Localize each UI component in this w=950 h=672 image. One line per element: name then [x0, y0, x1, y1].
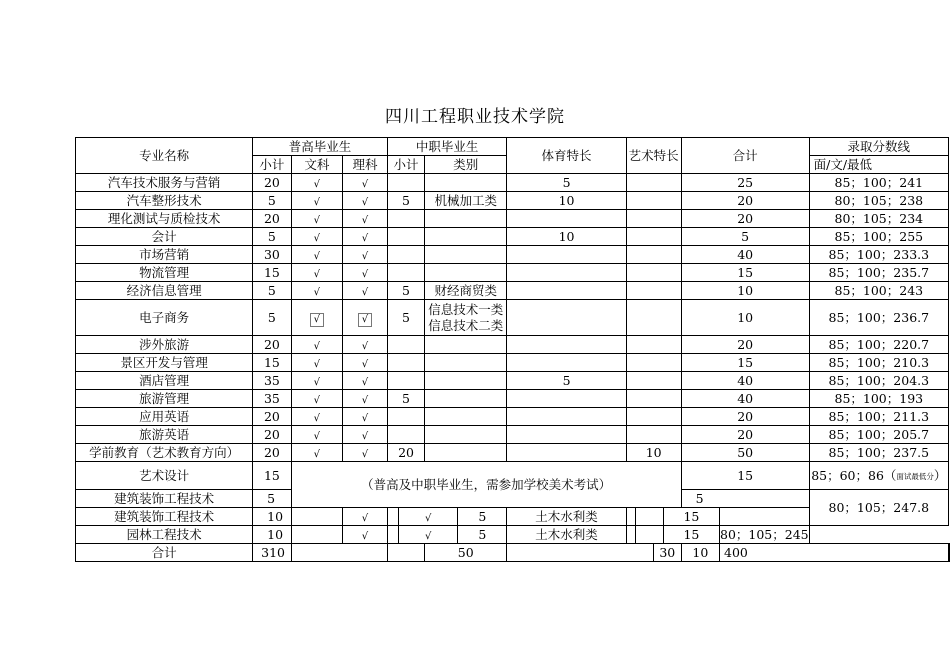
check-cell	[291, 264, 342, 282]
major-name: 应用英语	[76, 408, 253, 426]
check-mark-icon: √	[425, 513, 432, 524]
check-cell	[291, 282, 342, 300]
zz-leibie	[425, 354, 507, 372]
tiyu	[507, 354, 626, 372]
zz-leibie	[425, 372, 507, 390]
heji: 15	[663, 508, 719, 526]
check-cell	[291, 444, 342, 462]
check-mark-icon: √	[425, 531, 432, 542]
check-cell	[342, 372, 387, 390]
heji: 15	[681, 462, 809, 490]
table-row	[76, 372, 950, 390]
pg-xiaoji: 10	[253, 526, 292, 544]
check-cell	[342, 526, 387, 544]
check-mark-icon: √	[313, 197, 320, 208]
check-mark-icon: √	[361, 287, 369, 298]
check-cell	[342, 246, 387, 264]
table-row	[76, 246, 950, 264]
heji: 10	[681, 300, 809, 336]
check-cell	[342, 300, 387, 336]
header-luqu-sub: 面/文/最低	[809, 156, 948, 174]
check-cell	[291, 300, 342, 336]
table-row	[76, 526, 950, 544]
luqu-score: 85；100；204.3	[809, 372, 948, 390]
major-name: 会计	[76, 228, 253, 246]
blank	[636, 508, 663, 526]
tiyu	[507, 408, 626, 426]
header-yishu: 艺术特长	[626, 138, 681, 174]
yishu	[626, 282, 681, 300]
luqu-score: 80；105；245	[720, 527, 809, 542]
check-mark-icon: √	[313, 215, 320, 226]
header-like: 理科	[342, 156, 387, 174]
check-mark-icon: √	[361, 395, 369, 406]
luqu-score: 85；100；210.3	[809, 354, 948, 372]
check-cell	[291, 228, 342, 246]
yishu	[626, 174, 681, 192]
total-zz: 50	[425, 544, 507, 562]
check-mark-icon: √	[358, 313, 372, 327]
yishu: 10	[626, 444, 681, 462]
major-name: 涉外旅游	[76, 336, 253, 354]
zz-leibie	[425, 408, 507, 426]
pg-xiaoji: 30	[253, 246, 292, 264]
luqu-score: 85；100；211.3	[809, 408, 948, 426]
yishu	[626, 336, 681, 354]
blank	[291, 508, 342, 526]
header-zhongzhi: 中职毕业生	[387, 138, 506, 156]
check-mark-icon: √	[313, 359, 320, 370]
major-name: 理化测试与质检技术	[76, 210, 253, 228]
luqu-score: 85；100；236.7	[809, 300, 948, 336]
table-row	[76, 282, 950, 300]
yishu	[626, 228, 681, 246]
check-cell	[291, 408, 342, 426]
luqu-score: 85；100；243	[809, 282, 948, 300]
tiyu	[507, 210, 626, 228]
table-row	[76, 444, 950, 462]
tiyu	[507, 300, 626, 336]
tiyu	[507, 426, 626, 444]
zz-xiaoji	[387, 426, 424, 444]
check-cell	[291, 354, 342, 372]
heji: 20	[681, 336, 809, 354]
header-luqu: 录取分数线	[809, 138, 948, 156]
check-cell	[399, 526, 458, 544]
check-cell	[291, 192, 342, 210]
check-mark-icon: √	[313, 251, 320, 262]
yishu	[626, 354, 681, 372]
heji: 10	[681, 282, 809, 300]
check-cell	[342, 390, 387, 408]
zz-leibie	[425, 300, 507, 336]
check-mark-icon: √	[313, 287, 320, 298]
table-row	[76, 192, 950, 210]
zz-xiaoji	[387, 174, 424, 192]
table-row	[76, 336, 950, 354]
luqu-text-end: ）	[933, 467, 947, 483]
yishu	[626, 264, 681, 282]
blank	[291, 544, 387, 562]
page-title: 四川工程职业技术学院	[385, 107, 565, 127]
table-row	[76, 264, 950, 282]
major-name: 经济信息管理	[76, 282, 253, 300]
table-row	[76, 174, 950, 192]
header-tiyu: 体育特长	[507, 138, 626, 174]
luqu-score: 85；100；241	[809, 174, 948, 192]
table-row	[76, 390, 950, 408]
check-mark-icon: √	[361, 197, 369, 208]
major-name: 物流管理	[76, 264, 253, 282]
major-name: 景区开发与管理	[76, 354, 253, 372]
tiyu: 5	[507, 174, 626, 192]
blank	[507, 544, 654, 562]
zz-leibie: 财经商贸类	[425, 282, 507, 300]
check-cell	[291, 426, 342, 444]
header-putong: 普高毕业生	[253, 138, 388, 156]
admission-table	[75, 137, 950, 562]
major-name: 旅游管理	[76, 390, 253, 408]
check-mark-icon: √	[361, 377, 369, 388]
check-cell	[342, 444, 387, 462]
pg-xiaoji: 5	[253, 192, 292, 210]
zz-leibie: 机械加工类	[425, 192, 507, 210]
check-mark-icon: √	[361, 179, 369, 190]
heji: 20	[681, 408, 809, 426]
blank	[387, 544, 424, 562]
check-cell	[342, 426, 387, 444]
check-mark-icon: √	[313, 449, 320, 460]
pg-xiaoji: 15	[253, 354, 292, 372]
yishu	[626, 246, 681, 264]
yishu	[626, 300, 681, 336]
blank	[387, 526, 398, 544]
zz-xiaoji	[387, 336, 424, 354]
blank	[291, 526, 342, 544]
total-pg: 310	[253, 544, 292, 562]
check-cell	[342, 264, 387, 282]
check-mark-icon: √	[313, 413, 320, 424]
zz-xiaoji: 5	[387, 300, 424, 336]
heji: 20	[681, 192, 809, 210]
check-mark-icon: √	[361, 233, 369, 244]
table-row	[76, 426, 950, 444]
pg-xiaoji: 35	[253, 390, 292, 408]
luqu-score: 85；100；205.7	[809, 426, 948, 444]
check-mark-icon: √	[361, 251, 369, 262]
check-mark-icon: √	[310, 313, 324, 327]
heji: 20	[681, 210, 809, 228]
blank	[387, 508, 398, 526]
art-note: （普高及中职毕业生，需参加学校美术考试）	[291, 462, 681, 508]
heji: 15	[663, 526, 719, 544]
tiyu	[507, 282, 626, 300]
check-mark-icon: √	[361, 449, 369, 460]
check-cell	[342, 282, 387, 300]
pg-xiaoji: 35	[253, 372, 292, 390]
yishu	[626, 192, 681, 210]
blank	[626, 508, 636, 526]
zz-xiaoji	[387, 210, 424, 228]
major-name: 酒店管理	[76, 372, 253, 390]
luqu-score	[809, 462, 948, 490]
pg-xiaoji: 20	[253, 174, 292, 192]
table-row	[76, 462, 950, 490]
major-name: 艺术设计	[76, 462, 253, 490]
header-major: 专业名称	[76, 138, 253, 174]
heji: 25	[681, 174, 809, 192]
check-mark-icon: √	[361, 341, 369, 352]
major-name: 汽车整形技术	[76, 192, 253, 210]
luqu-text: 85；60；86（	[811, 467, 897, 483]
total-ty: 30	[653, 544, 681, 562]
check-mark-icon: √	[361, 431, 369, 442]
zz-xiaoji	[387, 372, 424, 390]
check-mark-icon: √	[313, 431, 320, 442]
major-name: 旅游英语	[76, 426, 253, 444]
table-row	[76, 300, 950, 336]
check-mark-icon: √	[361, 531, 369, 542]
check-mark-icon: √	[361, 269, 369, 280]
blank	[626, 526, 636, 544]
check-cell	[291, 336, 342, 354]
check-cell	[291, 246, 342, 264]
heji: 15	[681, 264, 809, 282]
check-mark-icon: √	[313, 377, 320, 388]
zz-xiaoji: 20	[387, 444, 424, 462]
heji: 5	[681, 228, 809, 246]
check-cell	[342, 508, 387, 526]
luqu-score: 85；100；255	[809, 228, 948, 246]
major-name: 学前教育（艺术教育方向）	[76, 444, 253, 462]
header-leibie: 类别	[425, 156, 507, 174]
zz-xiaoji	[387, 246, 424, 264]
table-row	[76, 408, 950, 426]
zz-leibie: 土木水利类	[507, 526, 626, 544]
check-cell	[342, 228, 387, 246]
check-mark-icon: √	[361, 215, 369, 226]
tiyu	[507, 390, 626, 408]
table-row	[76, 228, 950, 246]
blank	[949, 544, 950, 562]
zz-leibie: 土木水利类	[507, 508, 626, 526]
major-name: 建筑装饰工程技术	[76, 508, 253, 526]
zz-xiaoji: 5	[387, 390, 424, 408]
leibie-line: 信息技术二类	[428, 317, 504, 333]
total-heji: 400	[720, 544, 949, 562]
yishu	[626, 372, 681, 390]
check-cell	[342, 354, 387, 372]
header-xiaoji-pg: 小计	[253, 156, 292, 174]
heji: 40	[681, 372, 809, 390]
total-row	[76, 544, 950, 562]
zz-leibie	[425, 426, 507, 444]
tiyu: 10	[507, 228, 626, 246]
total-ys: 10	[681, 544, 719, 562]
pg-xiaoji: 5	[253, 490, 292, 508]
check-mark-icon: √	[313, 179, 320, 190]
heji: 40	[681, 246, 809, 264]
zz-xiaoji	[387, 354, 424, 372]
heji: 20	[681, 426, 809, 444]
check-mark-icon: √	[313, 269, 320, 280]
luqu-score: 80；105；234	[809, 210, 948, 228]
pg-xiaoji: 20	[253, 408, 292, 426]
heji: 5	[681, 490, 809, 508]
tiyu	[507, 336, 626, 354]
header-xiaoji-zz: 小计	[387, 156, 424, 174]
zz-leibie	[425, 264, 507, 282]
yishu	[626, 426, 681, 444]
zz-xiaoji: 5	[458, 526, 507, 544]
zz-leibie	[425, 228, 507, 246]
check-cell	[342, 192, 387, 210]
header-heji: 合计	[681, 138, 809, 174]
tiyu: 5	[507, 372, 626, 390]
heji: 15	[681, 354, 809, 372]
check-cell	[291, 390, 342, 408]
zz-xiaoji: 5	[387, 192, 424, 210]
zz-xiaoji	[387, 228, 424, 246]
luqu-note-small: 面试最低分	[896, 471, 934, 481]
zz-xiaoji	[387, 264, 424, 282]
yishu	[626, 390, 681, 408]
check-mark-icon: √	[361, 413, 369, 424]
yishu	[626, 210, 681, 228]
pg-xiaoji: 15	[253, 462, 292, 490]
zz-leibie	[425, 246, 507, 264]
major-name: 汽车技术服务与营销	[76, 174, 253, 192]
luqu-score: 85；100；237.5	[809, 444, 948, 462]
heji: 40	[681, 390, 809, 408]
zz-xiaoji: 5	[387, 282, 424, 300]
pg-xiaoji: 10	[253, 508, 292, 526]
check-mark-icon: √	[313, 341, 320, 352]
blank	[636, 526, 663, 544]
check-mark-icon: √	[313, 395, 320, 406]
zz-xiaoji: 5	[458, 508, 507, 526]
luqu-score: 85；100；235.7	[809, 264, 948, 282]
check-cell	[291, 372, 342, 390]
tiyu: 10	[507, 192, 626, 210]
check-cell	[342, 408, 387, 426]
tiyu	[507, 444, 626, 462]
check-cell	[342, 210, 387, 228]
pg-xiaoji: 20	[253, 210, 292, 228]
yishu	[626, 408, 681, 426]
leibie-line: 信息技术一类	[428, 301, 504, 317]
check-cell	[291, 174, 342, 192]
table-row	[76, 210, 950, 228]
major-name: 电子商务	[76, 300, 253, 336]
header-row-1	[76, 138, 950, 156]
check-mark-icon: √	[313, 233, 320, 244]
zz-leibie	[425, 444, 507, 462]
luqu-score: 85；100；193	[809, 390, 948, 408]
pg-xiaoji: 20	[253, 444, 292, 462]
major-name: 市场营销	[76, 246, 253, 264]
check-mark-icon: √	[361, 359, 369, 370]
tiyu	[507, 264, 626, 282]
luqu-score: 80；105；238	[809, 192, 948, 210]
zz-leibie	[425, 210, 507, 228]
pg-xiaoji: 5	[253, 228, 292, 246]
zz-leibie	[425, 336, 507, 354]
check-mark-icon: √	[361, 513, 369, 524]
zz-leibie	[425, 390, 507, 408]
check-cell	[342, 336, 387, 354]
pg-xiaoji: 15	[253, 264, 292, 282]
tiyu	[507, 246, 626, 264]
check-cell	[291, 210, 342, 228]
total-label: 合计	[76, 544, 253, 562]
table-row	[76, 354, 950, 372]
pg-xiaoji: 20	[253, 336, 292, 354]
luqu-score: 85；100；220.7	[809, 336, 948, 354]
header-wenke: 文科	[291, 156, 342, 174]
pg-xiaoji: 20	[253, 426, 292, 444]
zz-xiaoji	[387, 408, 424, 426]
luqu-score: 85；100；233.3	[809, 246, 948, 264]
pg-xiaoji: 5	[253, 300, 292, 336]
luqu-score: 80；105；247.8	[809, 490, 948, 526]
major-name: 建筑装饰工程技术	[76, 490, 253, 508]
check-cell	[399, 508, 458, 526]
zz-leibie	[425, 174, 507, 192]
major-name: 园林工程技术	[76, 526, 253, 544]
pg-xiaoji: 5	[253, 282, 292, 300]
check-cell	[342, 174, 387, 192]
heji: 50	[681, 444, 809, 462]
